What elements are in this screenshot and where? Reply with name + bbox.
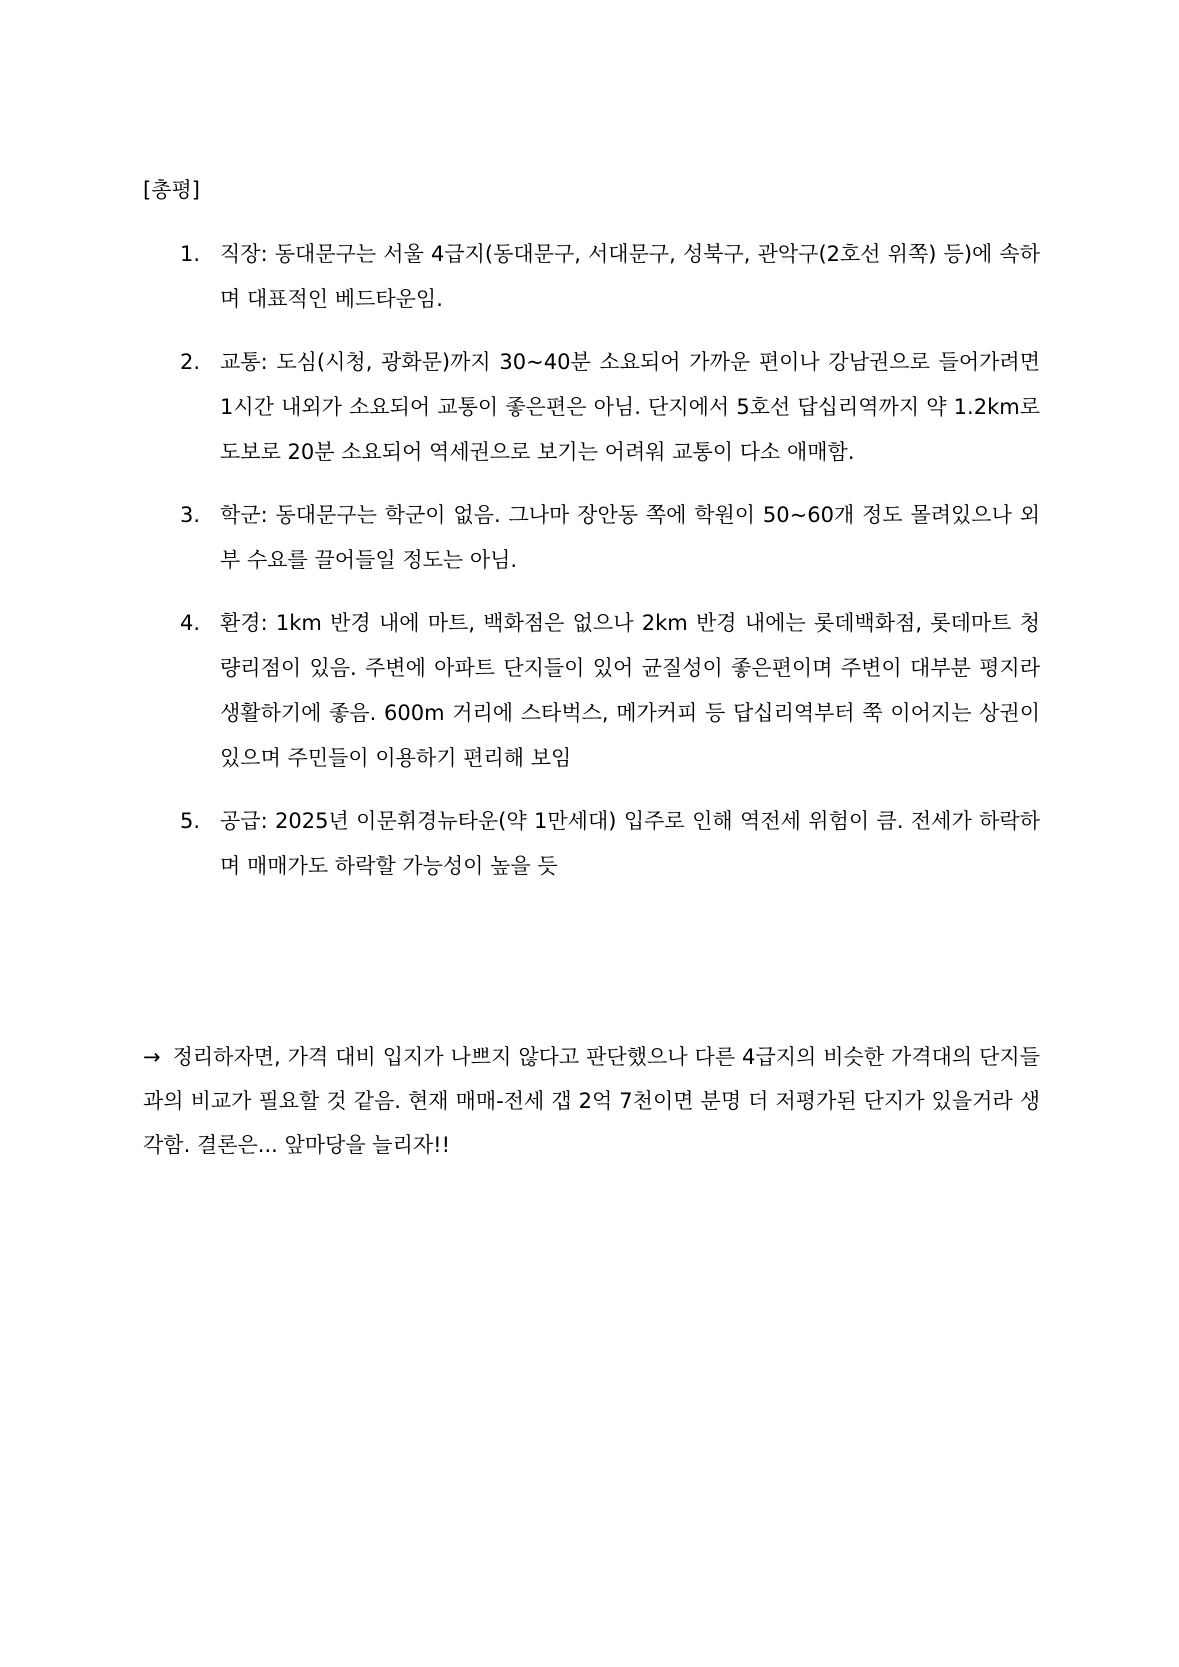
list-item-number: 4.	[180, 611, 201, 635]
list-item-text: 직장: 동대문구는 서울 4급지(동대문구, 서대문구, 성북구, 관악구(2호선 위쪽) 등)에 속하며 대표적인 베드타운임.	[220, 242, 1040, 311]
list-item-text: 교통: 도심(시청, 광화문)까지 30~40분 소요되어 가까운 편이나 강남권으로 들어가려면 1시간 내외가 소요되어 교통이 좋은편은 아님. 단지에서 5호선 답십리역까지 약 1.2km로 도보로 20분 소요되어 역세권으로 보기는 어려워 교통이 다소 애매함.	[220, 350, 1040, 464]
arrow-icon: →	[143, 1045, 161, 1069]
list-item-number: 3.	[180, 503, 201, 527]
list-item	[180, 799, 1040, 889]
conclusion-text: 정리하자면, 가격 대비 입지가 나쁘지 않다고 판단했으나 다른 4급지의 비슷한 가격대의 단지들과의 비교가 필요할 것 같음. 현재 매매-전세 갭 2억 7천이면 분명 더 저평가된 단지가 있을거라 생각함. 결론은... 앞마당을 늘리자!!	[143, 1045, 1040, 1157]
conclusion-paragraph	[143, 1035, 1040, 1167]
list-item	[180, 232, 1040, 322]
list-item	[180, 601, 1040, 781]
list-item	[180, 493, 1040, 583]
document-heading: [총평]	[143, 178, 200, 202]
list-item-number: 2.	[180, 350, 201, 374]
list-item-text: 환경: 1km 반경 내에 마트, 백화점은 없으나 2km 반경 내에는 롯데백화점, 롯데마트 청량리점이 있음. 주변에 아파트 단지들이 있어 균질성이 좋은편이며 주변이 대부분 평지라 생활하기에 좋음. 600m 거리에 스타벅스, 메가커피 등 답십리역부터 쭉 이어지는 상권이 있으며 주민들이 이용하기 편리해 보임	[220, 611, 1040, 770]
summary-list	[180, 232, 1040, 907]
list-item-text: 공급: 2025년 이문휘경뉴타운(약 1만세대) 입주로 인해 역전세 위험이 큼. 전세가 하락하며 매매가도 하락할 가능성이 높을 듯	[220, 809, 1040, 878]
list-item-number: 5.	[180, 809, 201, 833]
list-item-number: 1.	[180, 242, 201, 266]
list-item	[180, 340, 1040, 475]
list-item-text: 학군: 동대문구는 학군이 없음. 그나마 장안동 쪽에 학원이 50~60개 정도 몰려있으나 외부 수요를 끌어들일 정도는 아님.	[220, 503, 1040, 572]
